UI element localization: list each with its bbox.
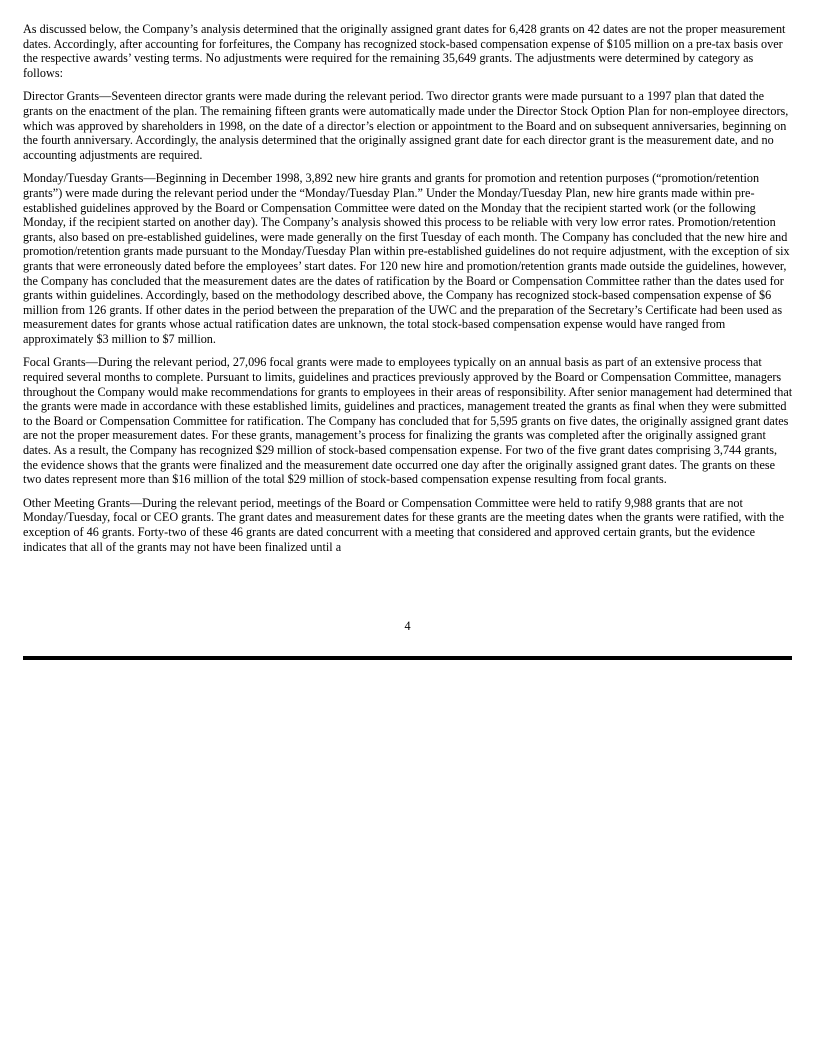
paragraph-intro xyxy=(23,22,793,80)
paragraph-lead: Director Grants xyxy=(23,89,100,104)
paragraph-lead: Focal Grants xyxy=(23,355,86,370)
paragraph-text: —During the relevant period, 27,096 focal grants were made to employees typically on an annual basis as part of an extensive process that required several months to complete. Pursuant to limits, guidelines and practices previously approved by the Board or Compensation Committee, managers throughout the Company would make recommendations for grants to employees in their areas of responsibility. After senior management had determined that the grants were made in accordance with these established limits, guidelines and practices, management treated the grants as final when they were submitted to the Board or Compensation Committee for ratification. The Company has concluded that for 5,595 grants on five dates, the originally assigned grant dates are not the proper measurement dates. For these grants, management’s process for finalizing the grants was completed after the originally assigned grant dates. As a result, the Company has recognized $29 million of stock-based compensation expense. For two of the five grant dates comprising 3,744 grants, the evidence shows that the grants were finalized and the measurement date occurred one day after the originally assigned grant dates. The grants on these two dates represent more than $16 million of the total $29 million of stock-based compensation expense resulting from focal grants. xyxy=(23,355,793,487)
paragraph-text: As discussed below, the Company’s analysis determined that the originally assigned grant dates for 6,428 grants on 42 dates are not the proper measurement dates. Accordingly, after accounting for forfeitures, the Company has recognized stock-based compensation expense of $105 million on a pre-tax basis over the respective awards’ vesting terms. No adjustments were required for the remaining 35,649 grants. The adjustments were determined by category as follows: xyxy=(23,22,786,80)
paragraph-monday-tuesday-grants xyxy=(23,171,793,346)
paragraph-lead: Monday/Tuesday Grants xyxy=(23,171,144,186)
paragraph-lead: Other Meeting Grants xyxy=(23,495,130,510)
page-divider xyxy=(23,656,792,660)
paragraph-text: —During the relevant period, meetings of the Board or Compensation Committee were held to ratify 9,988 grants that are not Monday/Tuesday, focal or CEO grants. The grant dates and measurement dates for these grants are the meeting dates when the grants were ratified, with the exception of 46 grants. Forty-two of these 46 grants are dated concurrent with a meeting that considered and approved certain grants, but the evidence indicates that all of the grants may not have been finalized until a xyxy=(23,495,785,554)
paragraph-focal-grants xyxy=(23,355,793,486)
paragraph-text: —Beginning in December 1998, 3,892 new hire grants and grants for promotion and retention purposes (“promotion/retention grants”) were made during the relevant period under the “Monday/Tuesday Plan.” Under the Monday/Tuesday Plan, new hire grants made within pre-established guidelines approved by the Board or Compensation Committee were dated on the Monday that the recipient started work (or the following Monday, if the recipient started on another day). The Company’s analysis showed this process to be reliable with very low error rates. Promotion/retention grants, also based on pre-established guidelines, were made generally on the first Tuesday of each month. The Company has concluded that the new hire and promotion/retention grants made pursuant to the Monday/Tuesday Plan within pre-established guidelines do not require adjustment, with the exception of six grants that were erroneously dated before the employees’ start dates. For 120 new hire and promotion/retention grants made outside the guidelines, however, the Company has concluded that the measurement dates are the dates of ratification by the Board or Compensation Committee rather than the dates used for grants within guidelines. Accordingly, based on the methodology described above, the Company has recognized stock-based compensation expense of $6 million from 126 grants. If other dates in the period between the preparation of the UWC and the preparation of the Secretary’s Certificate had been used as measurement dates for grants whose actual ratification dates are unknown, the total stock-based compensation expense would have ranged from approximately $3 million to $7 million. xyxy=(23,171,790,346)
paragraph-text: —Seventeen director grants were made during the relevant period. Two director grants were made pursuant to a 1997 plan that dated the grants on the enactment of the plan. The remaining fifteen grants were automatically made under the Director Stock Option Plan for non-employee directors, which was approved by shareholders in 1998, on the date of a director’s election or appointment to the Board and on subsequent anniversaries, beginning on the fourth anniversary. Accordingly, the analysis determined that the originally assigned grant date for each director grant is the measurement date, and no accounting adjustments are required. xyxy=(23,89,789,162)
page-number: 4 xyxy=(404,619,411,633)
paragraph-director-grants xyxy=(23,89,793,162)
paragraph-other-meeting-grants xyxy=(23,496,793,554)
document-body xyxy=(23,22,793,563)
